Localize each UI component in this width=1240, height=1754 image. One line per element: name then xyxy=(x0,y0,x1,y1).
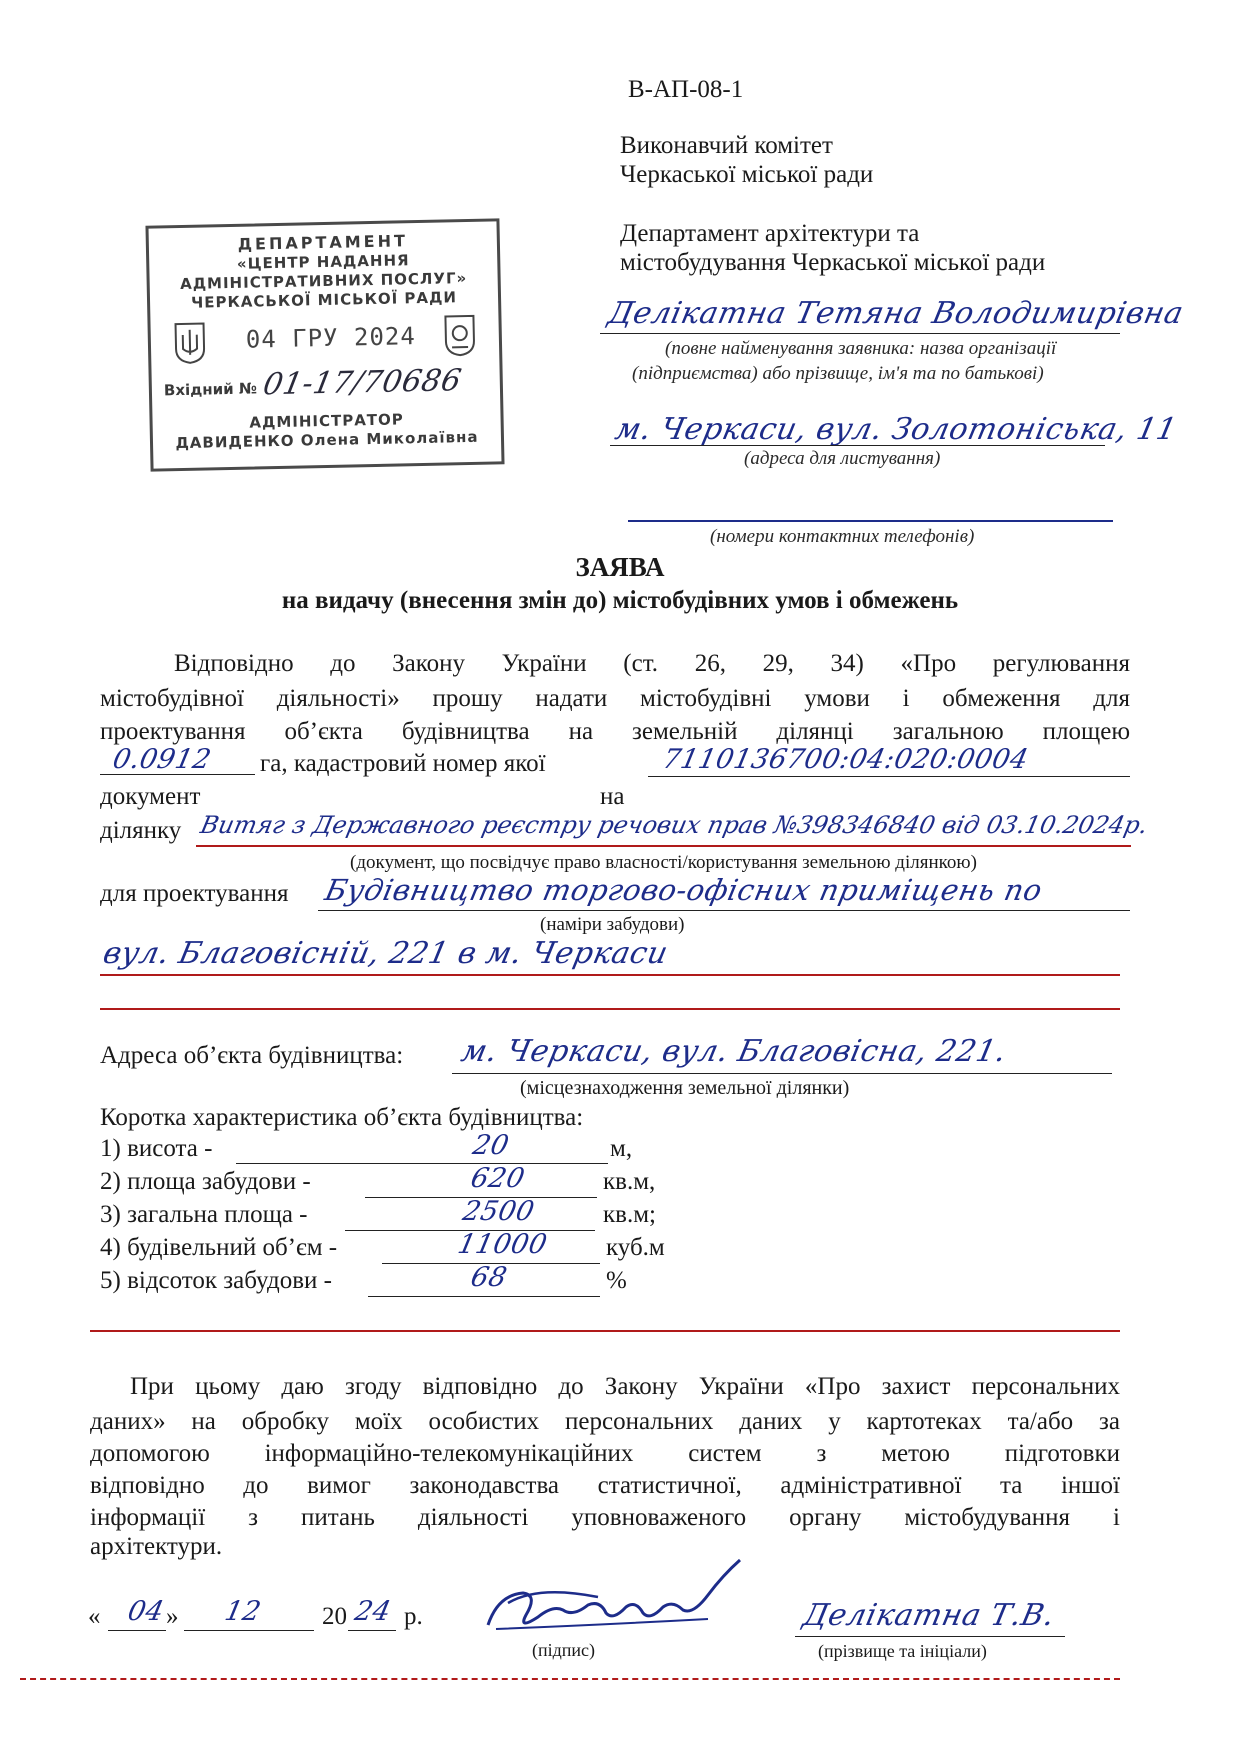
char-unit-volume: куб.м xyxy=(606,1234,665,1261)
consent-line-3: допомогою інформаційно-телекомунікаційних систем з метою підготовки xyxy=(90,1440,1120,1467)
stamp-incoming-number: 01-17/70686 xyxy=(260,363,465,403)
stamp-person: ДАВИДЕНКО Олена Миколаївна xyxy=(175,427,479,453)
area-text: га, кадастровий номер якої xyxy=(260,750,546,777)
date-month-line xyxy=(184,1630,314,1631)
applicant-name-caption-1: (повне найменування заявника: назва організації xyxy=(665,338,1057,359)
characteristics-label: Коротка характеристика об’єкта будівництва: xyxy=(100,1104,584,1131)
signer-caption: (прізвище та ініціали) xyxy=(818,1641,987,1661)
char-label-height: 1) висота - xyxy=(100,1135,213,1162)
date-quote-close: » xyxy=(166,1603,179,1630)
char-line-height xyxy=(236,1163,608,1164)
applicant-address-caption: (адреса для листування) xyxy=(744,448,941,469)
char-label-coverage: 5) відсоток забудови - xyxy=(100,1267,332,1294)
na-word: на xyxy=(600,783,625,810)
consent-line-4: відповідно до вимог законодавства статистичної, адміністративної та іншої xyxy=(90,1472,1120,1499)
char-value-coverage: 68 xyxy=(468,1262,510,1293)
date-year-unit: р. xyxy=(404,1603,423,1630)
purpose-line-2 xyxy=(100,974,1120,976)
char-value-volume: 11000 xyxy=(455,1229,550,1260)
applicant-phone-caption: (номери контактних телефонів) xyxy=(710,526,975,547)
char-value-total-area: 2500 xyxy=(460,1196,538,1227)
city-emblem-icon xyxy=(442,313,477,358)
recipient-line-3: Департамент архітектури та xyxy=(620,220,920,247)
char-label-total-area: 3) загальна площа - xyxy=(100,1201,308,1228)
applicant-name-caption-2: (підприємства) або прізвище, ім'я та по батькові) xyxy=(632,363,1044,384)
purpose-line-3 xyxy=(100,1008,1120,1010)
date-year-prefix: 20 xyxy=(322,1603,347,1630)
stamp-incoming-label: Вхідний № xyxy=(163,379,258,400)
date-month: 12 xyxy=(222,1596,264,1627)
char-label-volume: 4) будівельний об’єм - xyxy=(100,1234,338,1261)
purpose-caption: (наміри забудови) xyxy=(540,914,685,935)
stamp-line-2: «ЦЕНТР НАДАННЯ xyxy=(236,251,410,273)
date-quote-open: « xyxy=(88,1603,101,1630)
char-value-height: 20 xyxy=(470,1130,512,1161)
applicant-name: Делікатна Тетяна Володимирівна xyxy=(605,296,1187,331)
body-line-3: проектування об’єкта будівництва на земельній ділянці загальною площею xyxy=(100,718,1130,745)
stamp-role: АДМІНІСТРАТОР xyxy=(249,410,404,432)
purpose-value-1: Будівництво торгово-офісних приміщень по xyxy=(322,873,1046,907)
char-unit-built-area: кв.м, xyxy=(603,1168,656,1195)
char-label-built-area: 2) площа забудови - xyxy=(100,1168,311,1195)
area-line xyxy=(100,774,255,775)
consent-line-5: інформації з питань діяльності уповноваженого органу містобудування і xyxy=(90,1504,1120,1531)
consent-line-2: даних» на обробку моїх особистих персональних даних у картотеках та/або за xyxy=(90,1408,1120,1435)
plot-word: ділянку xyxy=(100,817,182,844)
applicant-name-line xyxy=(600,333,1120,334)
purpose-value-2: вул. Благовісній, 221 в м. Черкаси xyxy=(100,936,672,971)
signature-image xyxy=(478,1555,748,1655)
signature-caption: (підпис) xyxy=(532,1640,596,1660)
document-title: ЗАЯВА xyxy=(575,552,665,582)
stamp-line-4: ЧЕРКАСЬКОЇ МІСЬКОЇ РАДИ xyxy=(191,288,458,312)
object-address-line xyxy=(452,1073,1112,1074)
date-day-line xyxy=(108,1630,166,1631)
ownership-line xyxy=(196,845,1131,847)
cadastral-number: 7110136700:04:020:0004 xyxy=(660,744,1032,775)
cadastral-line xyxy=(648,776,1130,777)
body-line-1: Відповідно до Закону України (ст. 26, 29, 34) «Про регулювання xyxy=(174,650,1130,677)
recipient-line-2: Черкаської міської ради xyxy=(620,161,874,188)
document-subtitle: на видачу (внесення змін до) містобудівних умов і обмежень xyxy=(281,587,959,614)
consent-line-6: архітектури. xyxy=(90,1533,223,1560)
stamp-date: 04 ГРУ 2024 xyxy=(245,322,417,354)
object-address-label: Адреса об’єкта будівництва: xyxy=(100,1042,404,1069)
stamp-line-1: ДЕПАРТАМЕНТ xyxy=(237,231,409,254)
signer-name: Делікатна Т.В. xyxy=(800,1598,1058,1633)
char-unit-total-area: кв.м; xyxy=(603,1201,656,1228)
applicant-phone-line xyxy=(628,520,1113,522)
signer-line xyxy=(795,1636,1065,1637)
bottom-border xyxy=(20,1678,1120,1680)
object-address-caption: (місцезнаходження земельної ділянки) xyxy=(520,1077,850,1099)
ownership-caption: (документ, що посвідчує право власності/користування земельною ділянкою) xyxy=(350,852,977,873)
recipient-line-1: Виконавчий комітет xyxy=(620,132,833,159)
date-year-line xyxy=(348,1630,396,1631)
recipient-line-4: містобудування Черкаської міської ради xyxy=(620,249,1046,276)
purpose-line-1 xyxy=(318,910,1130,911)
ownership-document: Витяг з Державного реєстру речових прав №398346840 від 03.10.2024р. xyxy=(198,811,1151,839)
object-address-value: м. Черкаси, вул. Благовісна, 221. xyxy=(458,1034,1010,1069)
char-unit-height: м, xyxy=(610,1135,633,1162)
coat-of-arms-icon xyxy=(172,320,207,365)
applicant-address: м. Черкаси, вул. Золотоніська, 11 xyxy=(612,412,1181,447)
purpose-label: для проектування xyxy=(100,880,289,907)
form-code: В-АП-08-1 xyxy=(628,76,744,103)
body-line-2: містобудівної діяльності» прошу надати містобудівні умови і обмеження для xyxy=(100,685,1130,712)
char-line-coverage xyxy=(368,1296,600,1297)
applicant-address-line xyxy=(610,445,1105,446)
char-value-built-area: 620 xyxy=(468,1163,528,1194)
date-day: 04 xyxy=(125,1596,167,1627)
section-divider xyxy=(90,1330,1120,1332)
date-year-suffix: 24 xyxy=(352,1596,394,1627)
stamp-line-3: АДМІНІСТРАТИВНИХ ПОСЛУГ» xyxy=(179,269,468,294)
registration-stamp xyxy=(145,218,504,471)
area-value: 0.0912 xyxy=(110,744,215,775)
char-unit-coverage: % xyxy=(606,1267,627,1294)
consent-line-1: При цьому даю згоду відповідно до Закону України «Про захист персональних xyxy=(130,1373,1120,1400)
document-word: документ xyxy=(100,783,201,810)
